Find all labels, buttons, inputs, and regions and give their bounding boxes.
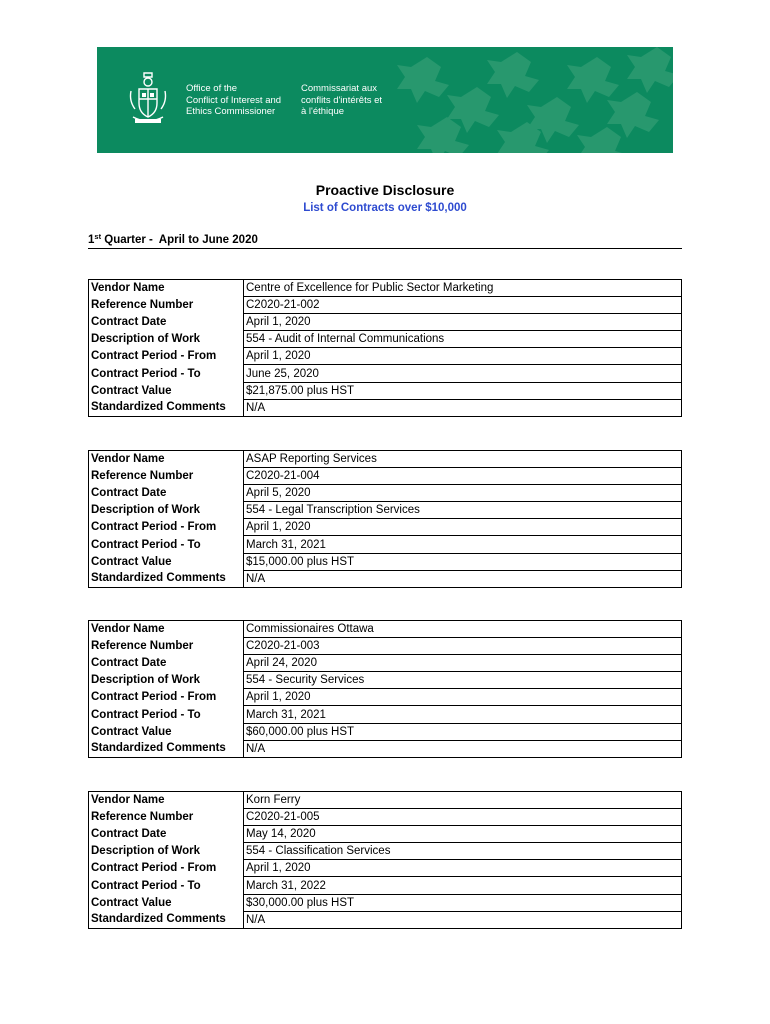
field-label: Standardized Comments — [91, 572, 226, 585]
field-value: Centre of Excellence for Public Sector Marketing — [244, 280, 682, 297]
banner-pattern — [97, 47, 673, 153]
table-row — [89, 519, 682, 536]
table-row — [89, 792, 682, 809]
table-row — [89, 553, 682, 570]
field-label: Description of Work — [91, 845, 201, 858]
field-value: C2020-21-004 — [244, 468, 682, 485]
contract-table — [88, 791, 682, 929]
quarter-text: Quarter - April to June 2020 — [101, 234, 258, 246]
table-row — [89, 365, 682, 382]
table-row — [89, 723, 682, 740]
table-row — [89, 655, 682, 672]
field-label: Contract Period - From — [91, 350, 217, 363]
field-label: Standardized Comments — [91, 913, 226, 926]
field-value: $21,875.00 plus HST — [244, 382, 682, 399]
field-label: Description of Work — [91, 504, 201, 517]
table-row — [89, 894, 682, 911]
table-row — [89, 399, 682, 416]
field-value: $30,000.00 plus HST — [244, 894, 682, 911]
field-value: Korn Ferry — [244, 792, 682, 809]
table-row — [89, 706, 682, 723]
page-subtitle: List of Contracts over $10,000 — [303, 202, 467, 214]
field-label: Vendor Name — [91, 794, 165, 807]
org-en-line-1: Office of the — [186, 83, 238, 94]
field-label: Description of Work — [91, 333, 201, 346]
table-row — [89, 331, 682, 348]
field-value: N/A — [244, 399, 682, 416]
field-label: Vendor Name — [91, 623, 165, 636]
field-label: Contract Period - From — [91, 521, 217, 534]
contract-table — [88, 450, 682, 588]
table-row — [89, 843, 682, 860]
table-row — [89, 621, 682, 638]
field-label: Contract Value — [91, 896, 172, 909]
table-row — [89, 297, 682, 314]
field-value: 554 - Legal Transcription Services — [244, 502, 682, 519]
field-label: Contract Period - To — [91, 708, 201, 721]
org-name-english — [186, 83, 281, 118]
field-label: Contract Date — [91, 487, 167, 500]
field-label: Reference Number — [91, 811, 194, 824]
field-label: Standardized Comments — [91, 401, 226, 414]
field-value: 554 - Security Services — [244, 672, 682, 689]
field-label: Reference Number — [91, 299, 194, 312]
table-row — [89, 280, 682, 297]
contract-table — [88, 279, 682, 417]
field-label: Contract Period - To — [91, 879, 201, 892]
field-value: April 1, 2020 — [244, 348, 682, 365]
table-row — [89, 570, 682, 587]
field-value: April 24, 2020 — [244, 655, 682, 672]
field-value: N/A — [244, 570, 682, 587]
field-label: Contract Period - From — [91, 862, 217, 875]
table-row — [89, 502, 682, 519]
table-row — [89, 877, 682, 894]
table-row — [89, 689, 682, 706]
field-label: Reference Number — [91, 640, 194, 653]
field-value: N/A — [244, 911, 682, 928]
field-value: ASAP Reporting Services — [244, 451, 682, 468]
table-row — [89, 451, 682, 468]
field-label: Contract Date — [91, 316, 167, 329]
field-value: March 31, 2022 — [244, 877, 682, 894]
quarter-heading — [88, 234, 682, 249]
field-value: April 5, 2020 — [244, 485, 682, 502]
field-value: April 1, 2020 — [244, 519, 682, 536]
field-label: Contract Period - To — [91, 367, 201, 380]
coat-of-arms-icon — [127, 69, 169, 127]
field-value: May 14, 2020 — [244, 826, 682, 843]
table-row — [89, 826, 682, 843]
field-label: Contract Date — [91, 828, 167, 841]
field-value: $15,000.00 plus HST — [244, 553, 682, 570]
field-label: Contract Date — [91, 657, 167, 670]
field-value: 554 - Audit of Internal Communications — [244, 331, 682, 348]
table-row — [89, 740, 682, 757]
table-row — [89, 382, 682, 399]
org-fr-line-1: Commissariat aux — [301, 83, 378, 94]
table-row — [89, 911, 682, 928]
table-row — [89, 672, 682, 689]
table-row — [89, 485, 682, 502]
org-en-line-3: Ethics Commissioner — [186, 106, 276, 117]
quarter-number: 1 — [88, 234, 95, 246]
table-row — [89, 638, 682, 655]
field-label: Contract Value — [91, 555, 172, 568]
field-value: March 31, 2021 — [244, 536, 682, 553]
org-en-line-2: Conflict of Interest and — [186, 94, 282, 106]
org-fr-line-2: conflits d'intérêts et — [301, 94, 383, 106]
field-value: C2020-21-005 — [244, 809, 682, 826]
quarter-suffix: st — [94, 232, 102, 241]
table-row — [89, 468, 682, 485]
org-name-french — [301, 83, 382, 118]
table-row — [89, 860, 682, 877]
field-label: Contract Period - From — [91, 691, 217, 704]
field-label: Description of Work — [91, 674, 201, 687]
field-value: Commissionaires Ottawa — [244, 621, 682, 638]
field-value: April 1, 2020 — [244, 314, 682, 331]
contract-table — [88, 620, 682, 758]
field-value: 554 - Classification Services — [244, 843, 682, 860]
field-value: C2020-21-003 — [244, 638, 682, 655]
field-label: Contract Value — [91, 725, 172, 738]
field-value: June 25, 2020 — [244, 365, 682, 382]
field-value: April 1, 2020 — [244, 860, 682, 877]
header-banner — [97, 47, 673, 153]
field-value: April 1, 2020 — [244, 689, 682, 706]
field-value: March 31, 2021 — [244, 706, 682, 723]
field-label: Contract Period - To — [91, 538, 201, 551]
field-label: Contract Value — [91, 384, 172, 397]
field-label: Reference Number — [91, 470, 194, 483]
field-value: C2020-21-002 — [244, 297, 682, 314]
field-label: Vendor Name — [91, 282, 165, 295]
field-label: Standardized Comments — [91, 742, 226, 755]
org-fr-line-3: à l'éthique — [301, 106, 345, 117]
table-row — [89, 809, 682, 826]
page-title: Proactive Disclosure — [315, 182, 455, 198]
table-row — [89, 536, 682, 553]
field-value: $60,000.00 plus HST — [244, 723, 682, 740]
field-label: Vendor Name — [91, 453, 165, 466]
field-value: N/A — [244, 740, 682, 757]
table-row — [89, 348, 682, 365]
table-row — [89, 314, 682, 331]
